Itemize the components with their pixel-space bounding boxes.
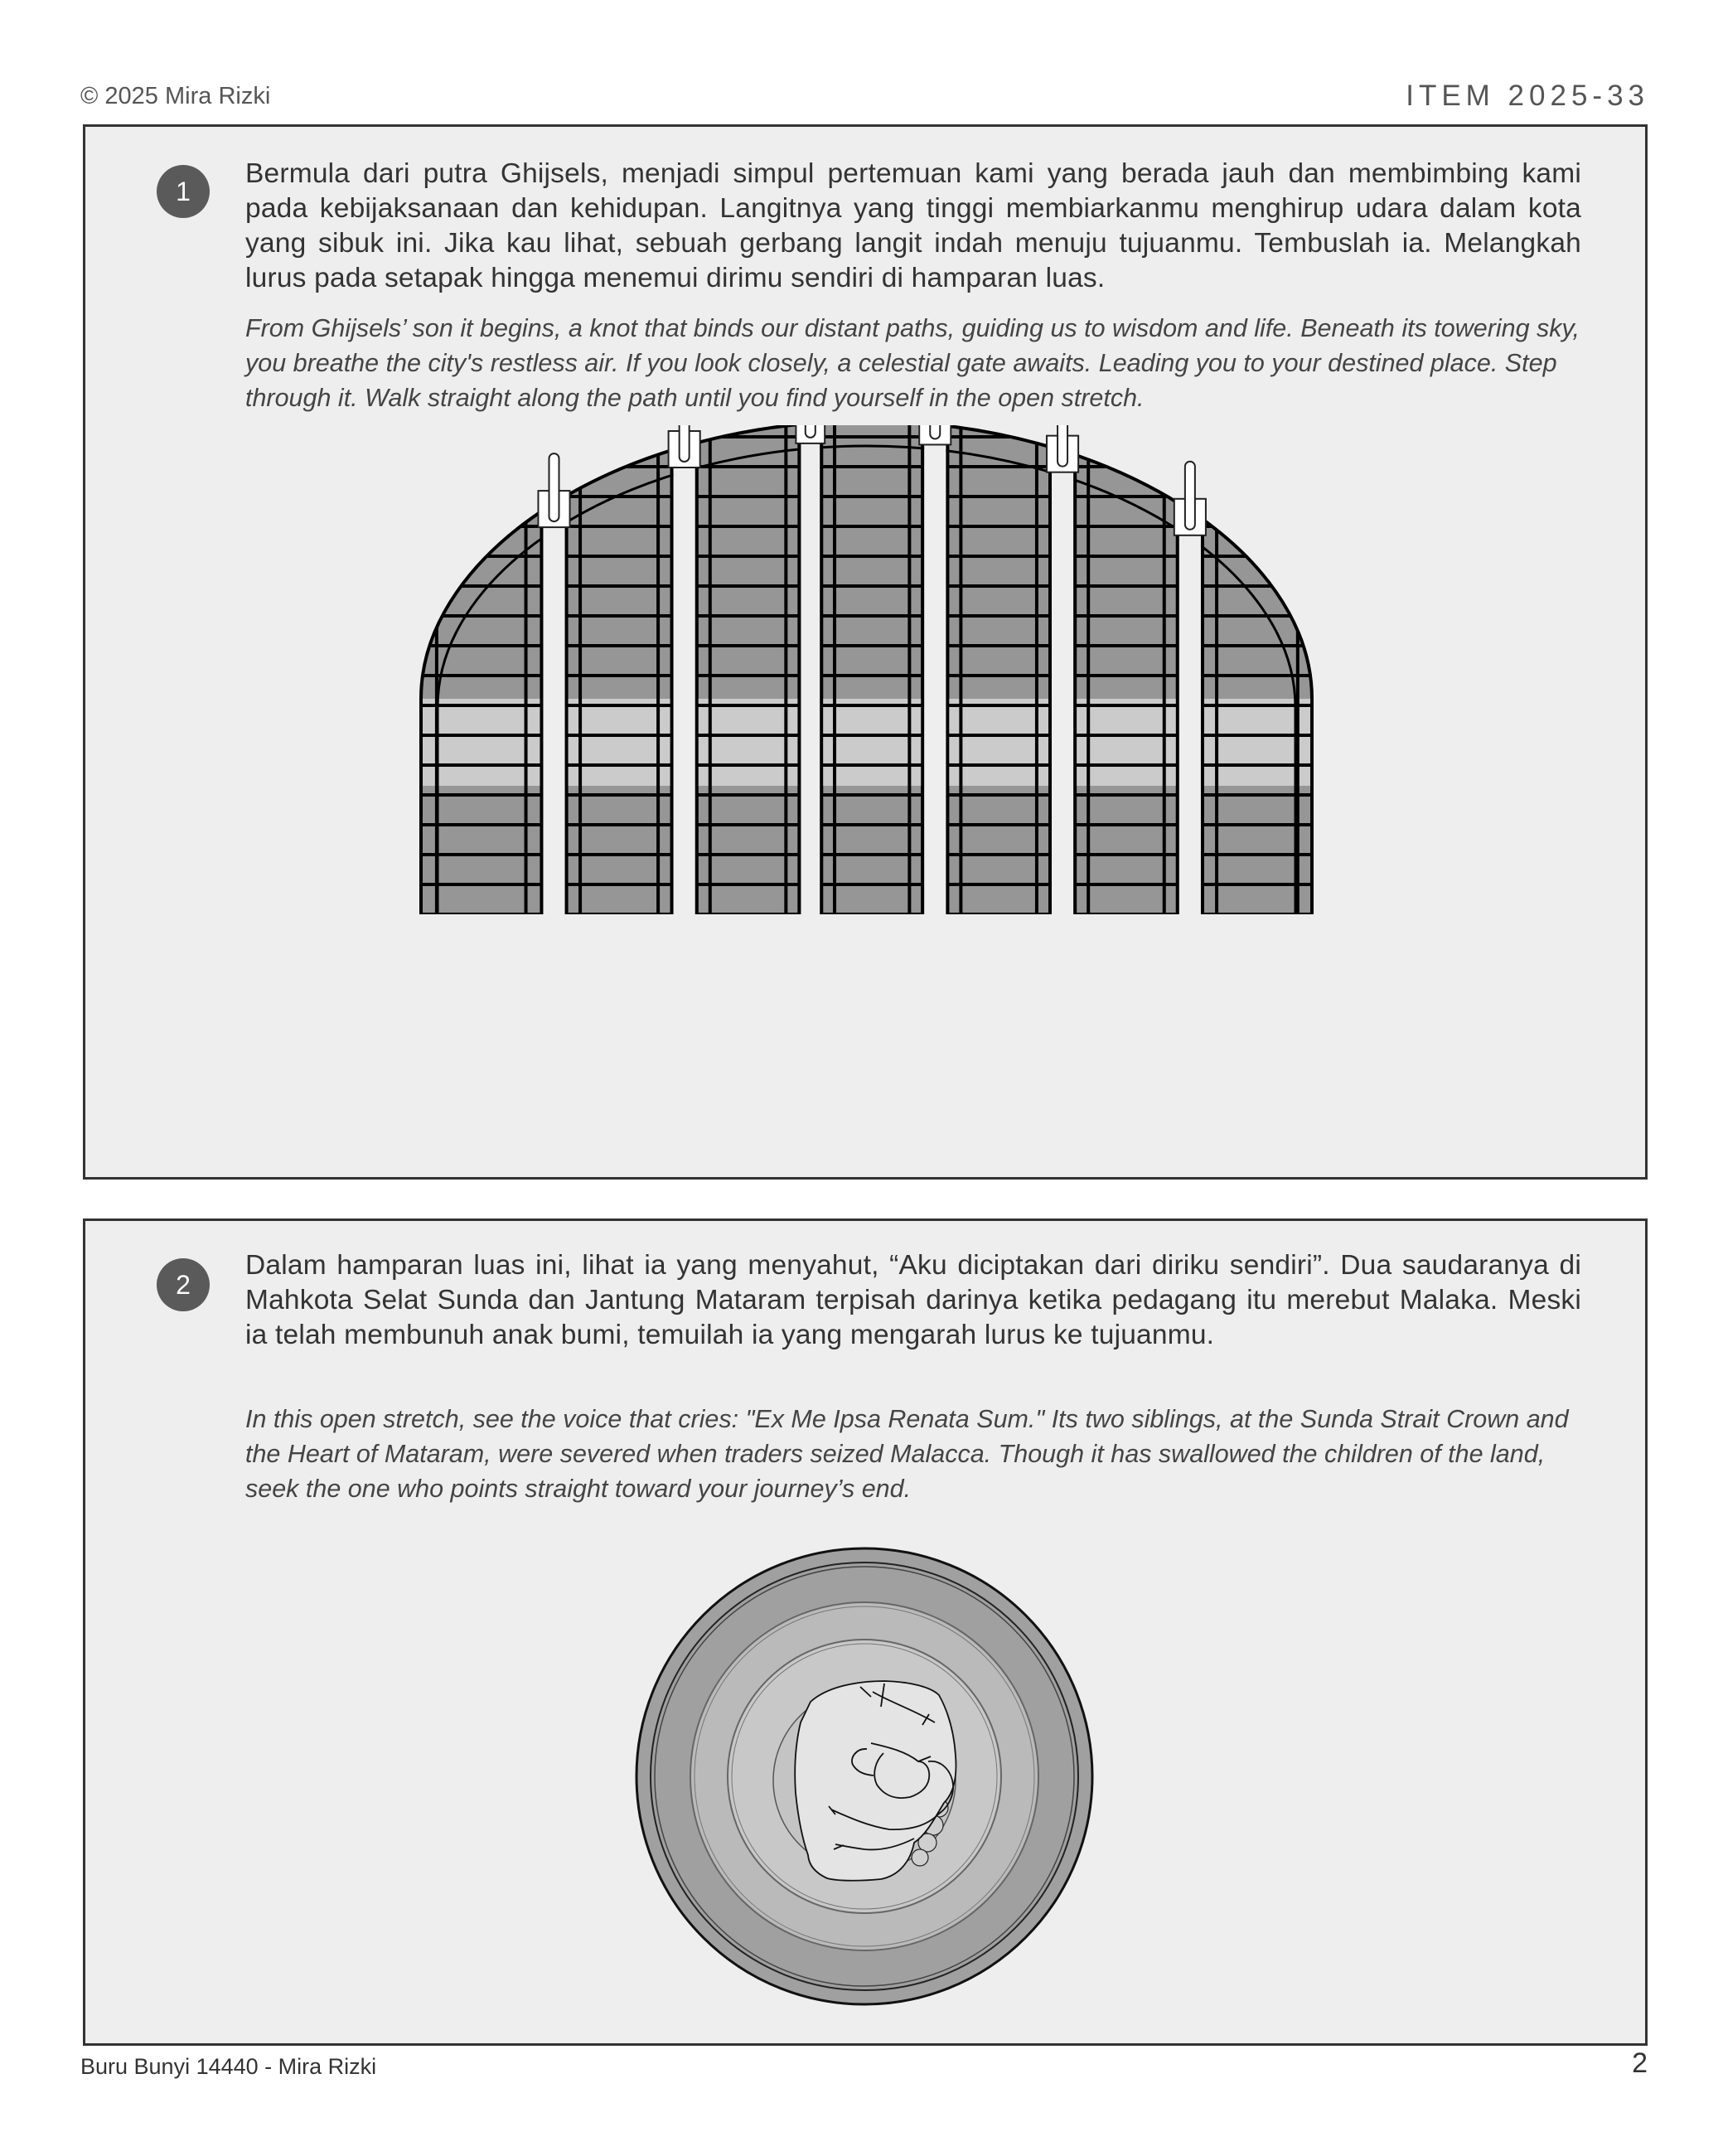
step-number-badge: 1 xyxy=(157,165,210,218)
arched-gate-illustration xyxy=(417,425,1316,923)
gate-finial-icon xyxy=(1185,462,1195,530)
gate-column-glass xyxy=(1075,455,1178,914)
copyright-notice: © 2025 Mira Rizki xyxy=(80,83,271,109)
gate-gap xyxy=(924,425,946,918)
gate-light-band xyxy=(697,699,800,786)
gate-gap xyxy=(1179,499,1201,918)
gate-light-band xyxy=(947,699,1050,786)
item-code: ITEM 2025-33 xyxy=(1406,80,1649,112)
gate-gap xyxy=(801,425,820,918)
gate-column xyxy=(821,425,922,914)
page-number: 2 xyxy=(1632,2047,1648,2079)
gate-column xyxy=(567,450,672,914)
gate-column-glass xyxy=(567,450,672,914)
gate-column xyxy=(947,425,1050,914)
clue-text: Bermula dari putra Ghijsels, menjadi simpul pertemuan kami yang berada jauh dan membimbing kami pada kebijaksanaan dan kehidupan. Langitnya yang tinggi membiarkanmu menghirup udara dalam kota yang sibuk ini. Jika kau lihat, sebuah gerbang langit indah menuju tujuanmu. Tembuslah ia. Melangkah lurus pada setapak hingga menemui dirimu sendiri di hamparan luas. xyxy=(245,158,1581,293)
clue-translation: From Ghijsels’ son it begins, a knot that binds our distant paths, guiding us to wisdom and life. Beneath its towering sky, you breathe the city's restless air. If you look closely, a celestial gate awaits. Leading you to your destined place. Step through it. Walk straight along the path until you find yourself in the open stretch. xyxy=(245,314,1580,412)
clue-translation: In this open stretch, see the voice that cries: "Ex Me Ipsa Renata Sum." Its two siblings, at the Sunda Strait Crown and the Heart of Mataram, were severed when traders seized Malacca. Though it has swallowed the children of the land, seek the one who points straight toward your journey’s end. xyxy=(245,1405,1569,1503)
gate-light-band xyxy=(567,699,672,786)
gate-light-band xyxy=(1075,699,1178,786)
gate-glass-panels xyxy=(421,425,1312,918)
gate-column xyxy=(421,514,541,914)
gate-finial-icon xyxy=(806,425,816,438)
clue-text: Dalam hamparan luas ini, lihat ia yang menyahut, “Aku diciptakan dari diriku sendiri”. Dua saudaranya di Mahkota Selat Sunda dan Jantung Mataram terpisah darinya ketika pedagang itu merebut Malaka. Meski ia telah membunuh anak bumi, temuilah ia yang mengarah lurus ke tujuanmu. xyxy=(245,1250,1581,1350)
gate-finial-icon xyxy=(549,453,559,521)
gate-gap xyxy=(1052,436,1073,918)
gate-finial-icon xyxy=(680,425,690,462)
gate-column-glass xyxy=(947,425,1050,914)
gate-column xyxy=(1075,455,1178,914)
gate-finial-icon xyxy=(930,425,940,438)
gate-gap xyxy=(674,431,695,918)
clue-panel-1 xyxy=(83,124,1648,1180)
footer-title: Buru Bunyi 14440 - Mira Rizki xyxy=(80,2054,377,2079)
gate-light-band xyxy=(421,699,541,786)
gate-column-glass xyxy=(821,425,922,914)
medallion-illustration xyxy=(632,1544,1096,2008)
gate-column-glass xyxy=(697,425,800,914)
gate-gap xyxy=(543,491,564,918)
gate-finial-icon xyxy=(1058,425,1067,467)
gate-light-band xyxy=(821,699,922,786)
gate-column xyxy=(697,425,800,914)
clue-panel-2 xyxy=(83,1219,1648,2046)
step-number-badge: 2 xyxy=(157,1258,210,1311)
